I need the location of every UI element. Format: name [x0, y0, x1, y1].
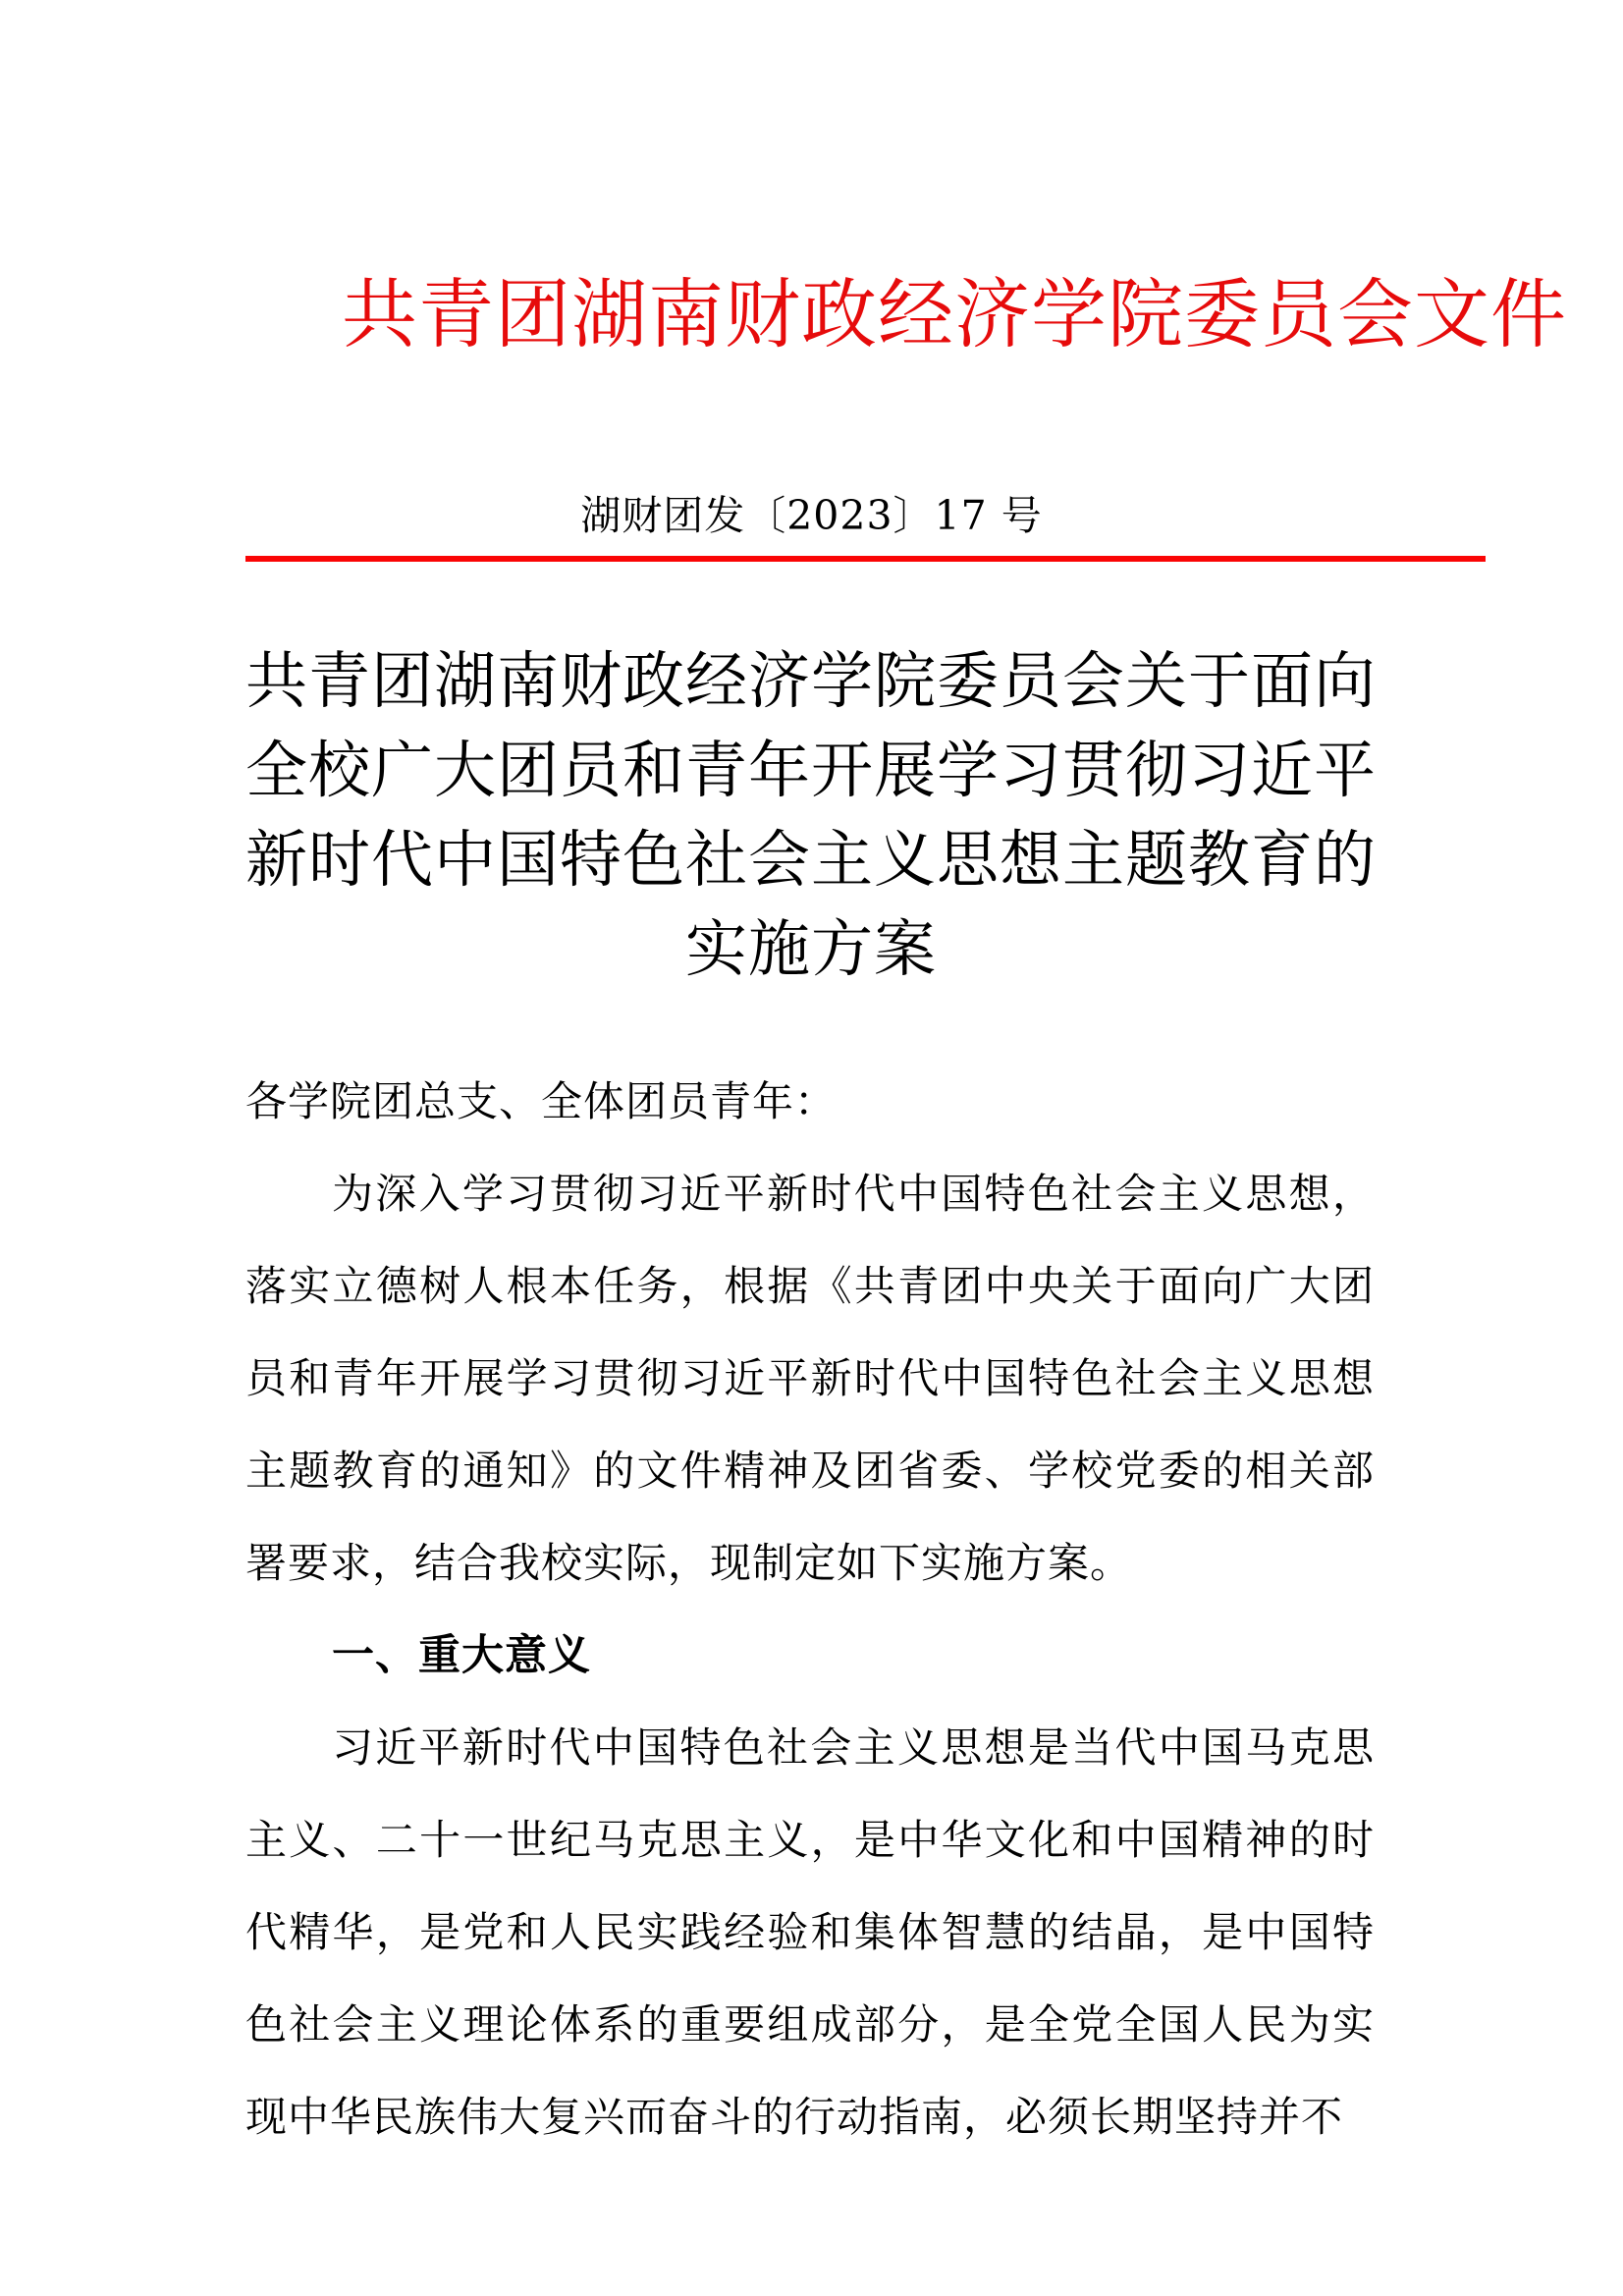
salutation-line: 各学院团总支、全体团员青年：: [245, 1077, 838, 1125]
section-1-paragraph: 习近平新时代中国特色社会主义思想是当代中国马克思主义、二十一世纪马克思主义，是中华文化和中国精神的时代精华，是党和人民实践经验和集体智慧的结晶，是中国特色社会主义理论体系的重要组成部分，是全党全国人民为实现中华民族伟大复兴而奋斗的行动指南，必须长期坚持并不: [245, 1723, 1375, 2141]
document-title: [143, 636, 1479, 994]
document-title-line-4: 实施方案: [685, 913, 937, 985]
document-body: [245, 1056, 1375, 2163]
document-title-line-3: 新时代中国特色社会主义思想主题教育的: [245, 824, 1377, 896]
section-1-heading: 一、重大意义: [332, 1631, 591, 1680]
red-divider-rule: [245, 556, 1486, 562]
document-title-line-1: 共青团湖南财政经济学院委员会关于面向: [245, 645, 1377, 717]
intro-paragraph: 为深入学习贯彻习近平新时代中国特色社会主义思想，落实立德树人根本任务，根据《共青团中央关于面向广大团员和青年开展学习贯彻习近平新时代中国特色社会主义思想主题教育的通知》的文件精神及团省委、学校党委的相关部署要求，结合我校实际，现制定如下实施方案。: [245, 1170, 1375, 1587]
red-header-org-title: 共青团湖南财政经济学院委员会文件: [342, 272, 1567, 359]
document-number: 湖财团发〔2023〕17 号: [580, 492, 1043, 539]
document-title-line-2: 全校广大团员和青年开展学习贯彻习近平: [245, 735, 1377, 806]
